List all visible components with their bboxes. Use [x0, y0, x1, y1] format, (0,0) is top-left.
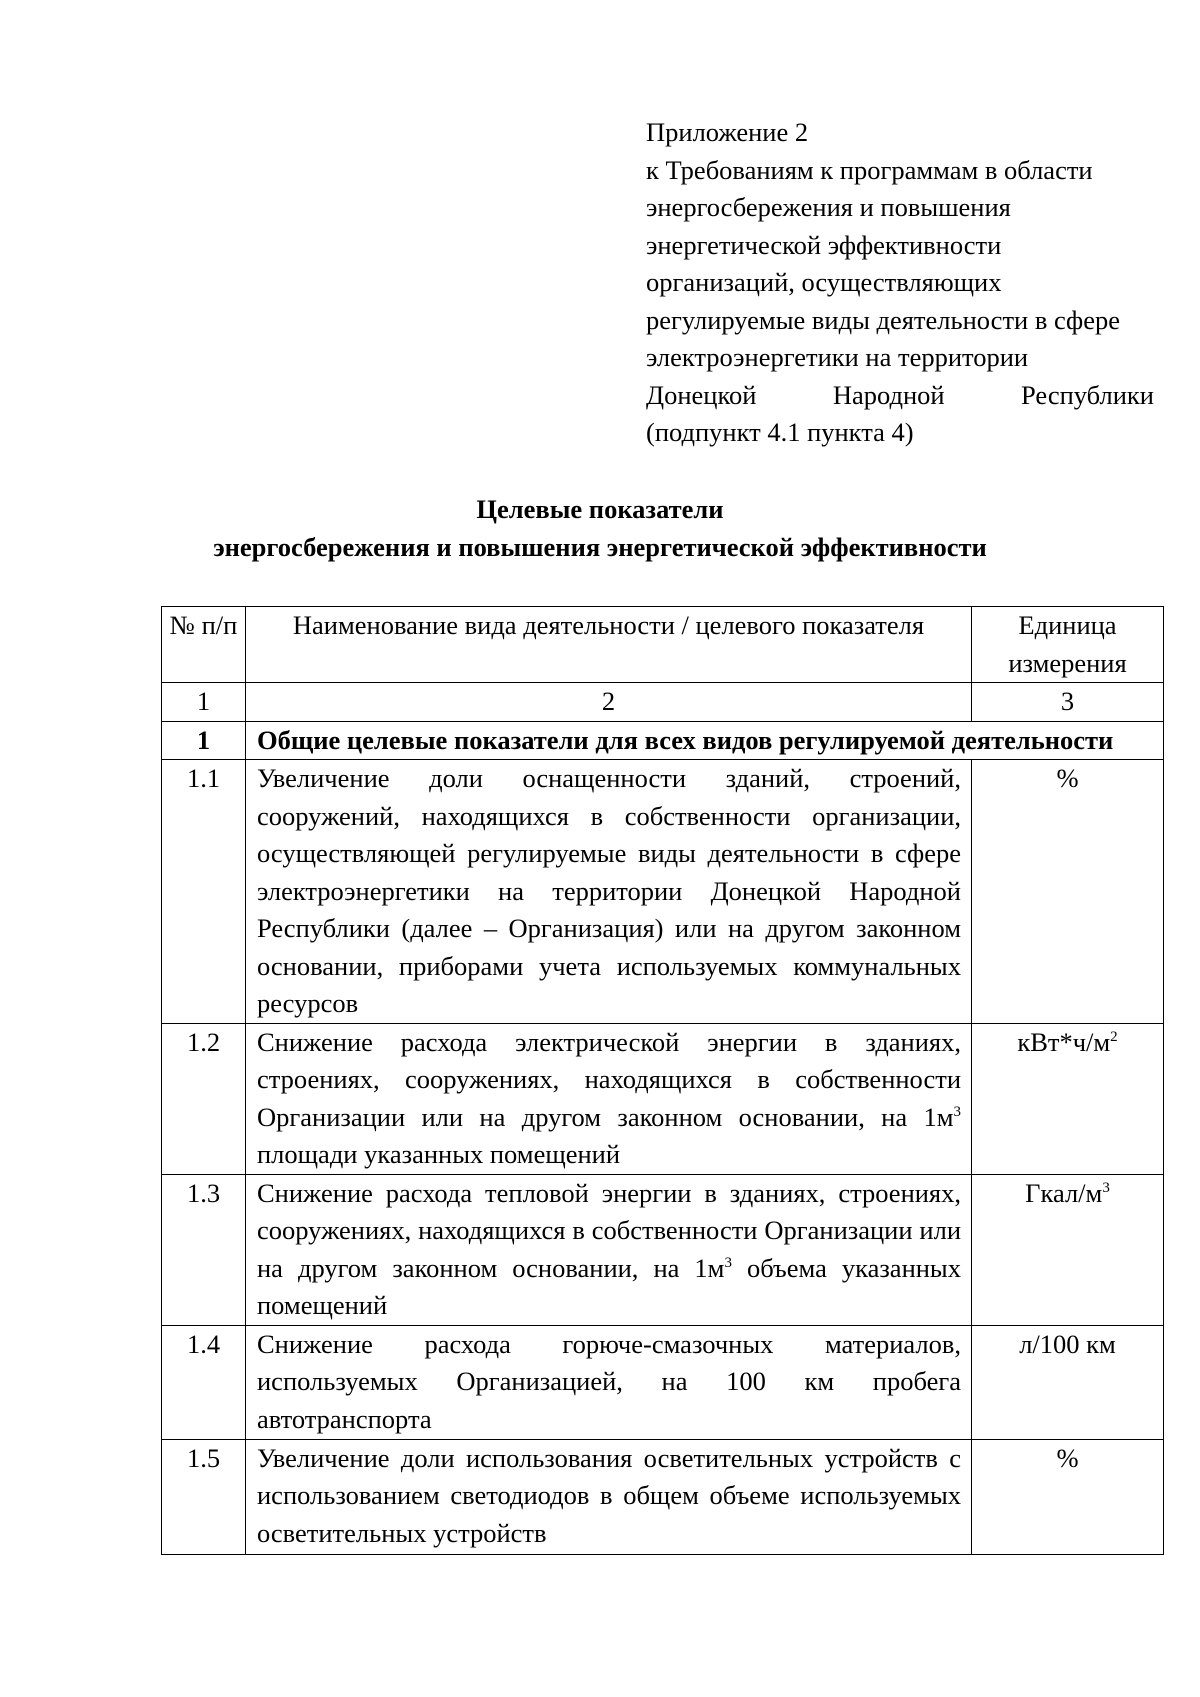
superscript: 3: [724, 1254, 732, 1271]
annex-line-justified: [646, 377, 1154, 415]
group-row: [162, 721, 1164, 760]
annex-word: Республики: [1021, 379, 1154, 410]
annex-line: Приложение 2: [646, 117, 809, 147]
superscript: 2: [1110, 1028, 1118, 1045]
row-name: Снижение расхода горюче-смазочных материалов, используемых Организацией, на 100 км пробега автотранспорта: [246, 1325, 972, 1439]
row-number: 1.1: [162, 760, 246, 1024]
annex-line: энергосбережения и повышения: [646, 192, 1011, 222]
annex-line: регулируемые виды деятельности в сфере: [646, 304, 1120, 335]
group-name: Общие целевые показатели для всех видов регулируемой деятельности: [246, 721, 1164, 760]
column-numbers-row: [162, 683, 1164, 722]
table-row: [162, 1023, 1164, 1174]
annex-word: Донецкой: [646, 379, 757, 410]
row-name-text: площади указанных помещений: [257, 1139, 621, 1169]
annex-reference-block: [646, 114, 1154, 452]
document-title: Целевые показатели: [476, 494, 724, 524]
annex-line: энергетической эффективности: [646, 229, 1002, 260]
row-name: [246, 1023, 972, 1174]
unit-text: Гкал/м: [1025, 1177, 1103, 1208]
superscript: 3: [953, 1103, 961, 1120]
header-num: № п/п: [162, 607, 246, 683]
column-number: 1: [162, 683, 246, 722]
row-unit: [972, 1023, 1164, 1174]
document-subtitle: энергосбережения и повышения энергетической эффективности: [213, 532, 987, 562]
annex-line: организаций, осуществляющих: [646, 267, 1002, 297]
table-row: [162, 1174, 1164, 1325]
table-row: [162, 1325, 1164, 1439]
header-name: Наименование вида деятельности / целевого показателя: [246, 607, 972, 683]
table-row: [162, 760, 1164, 1024]
row-number: 1.2: [162, 1023, 246, 1174]
row-number: 1.5: [162, 1439, 246, 1554]
row-name-text: объема указанных помещений: [257, 1252, 961, 1320]
indicators-table: [161, 606, 1164, 1555]
annex-line: к Требованиям к программам в области: [646, 154, 1093, 185]
annex-line: электроэнергетики на территории: [646, 342, 1029, 372]
row-name: [246, 1174, 972, 1325]
superscript: 3: [1102, 1179, 1110, 1196]
annex-line: (подпункт 4.1 пункта 4): [646, 417, 914, 447]
row-name-text: Снижение расхода электрической энергии в зданиях, строениях, сооружениях, находящихся в собственности Организации или на другом законном основании, на 1м: [257, 1026, 961, 1132]
table-header-row: [162, 607, 1164, 683]
row-name-text: Снижение расхода тепловой энергии в зданиях, строениях, сооружениях, находящихся в собственности Организации или на другом законном основании, на 1м: [257, 1177, 961, 1283]
header-unit: Единица измерения: [972, 607, 1164, 683]
row-number: 1.3: [162, 1174, 246, 1325]
table-row: [162, 1439, 1164, 1554]
row-unit: л/100 км: [972, 1325, 1164, 1439]
row-unit: %: [972, 1439, 1164, 1554]
column-number: 2: [246, 683, 972, 722]
row-name: Увеличение доли использования осветительных устройств с использованием светодиодов в общем объеме используемых осветительных устройств: [246, 1439, 972, 1554]
unit-text: кВт*ч/м: [1017, 1026, 1111, 1057]
row-unit: %: [972, 760, 1164, 1024]
row-number: 1.4: [162, 1325, 246, 1439]
group-number: 1: [162, 721, 246, 760]
row-unit: [972, 1174, 1164, 1325]
column-number: 3: [972, 683, 1164, 722]
row-name: Увеличение доли оснащенности зданий, строений, сооружений, находящихся в собственности организации, осуществляющей регулируемые виды деятельности в сфере электроэнергетики на территории Донецкой Народной Республики (далее – Организация) или на другом законном основании, приборами учета используемых коммунальных ресурсов: [246, 760, 972, 1024]
annex-word: Народной: [832, 379, 945, 410]
